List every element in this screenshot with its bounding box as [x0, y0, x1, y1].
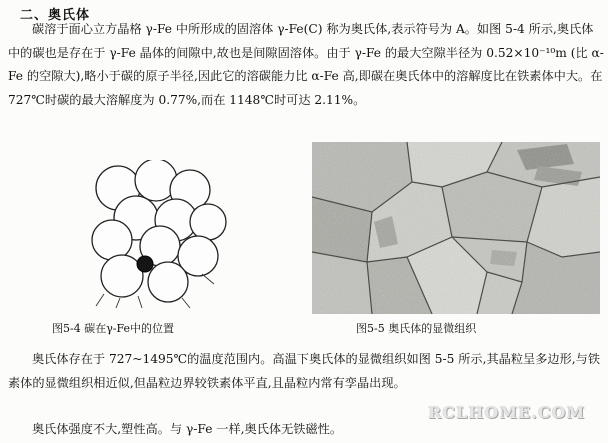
figure-right-caption: 图5-5 奥氏体的显微组织 — [356, 322, 477, 335]
paragraph-austenite-definition — [8, 18, 604, 112]
section-heading: 二、奥氏体 — [20, 8, 91, 23]
figure-austenite-micrograph — [312, 142, 600, 314]
paragraph-text: 奥氏体存在于 727~1495℃的温度范围内。高温下奥氏体的显微组织如图 5-5 所示,其晶粒呈多边形,与铁素体的显微组织相近似,但晶粒边界较铁素体平直,且晶粒内常有孪晶出现。 — [8, 352, 601, 390]
paragraph-text: 奥氏体强度不大,塑性高。与 γ-Fe 一样,奥氏体无铁磁性。 — [32, 422, 343, 436]
paragraph-text: 碳溶于面心立方晶格 γ-Fe 中所形成的固溶体 γ-Fe(C) 称为奥氏体,表示符号为 A。如图 5-4 所示,奥氏体中的碳也是存在于 γ-Fe 晶体的间隙中,故也是间隙固溶体。由于 γ-Fe 的最大空隙半径为 0.52×10⁻¹⁰m (比 α-Fe 的空隙大),略小于碳的原子半径,因此它的溶碳能力比 α-Fe 高,即碳在奥氏体中的溶解度比在铁素体中大。在 727℃时碳的最大溶解度为 0.77%,而在 1148℃时可达 2.11%。 — [8, 22, 604, 107]
figure-fcc-carbon-position — [90, 160, 230, 310]
paragraph-austenite-microstructure — [8, 348, 604, 395]
figure-left-caption: 图5-4 碳在γ-Fe中的位置 — [52, 322, 175, 335]
watermark: RCLHOME.COM — [428, 403, 586, 422]
